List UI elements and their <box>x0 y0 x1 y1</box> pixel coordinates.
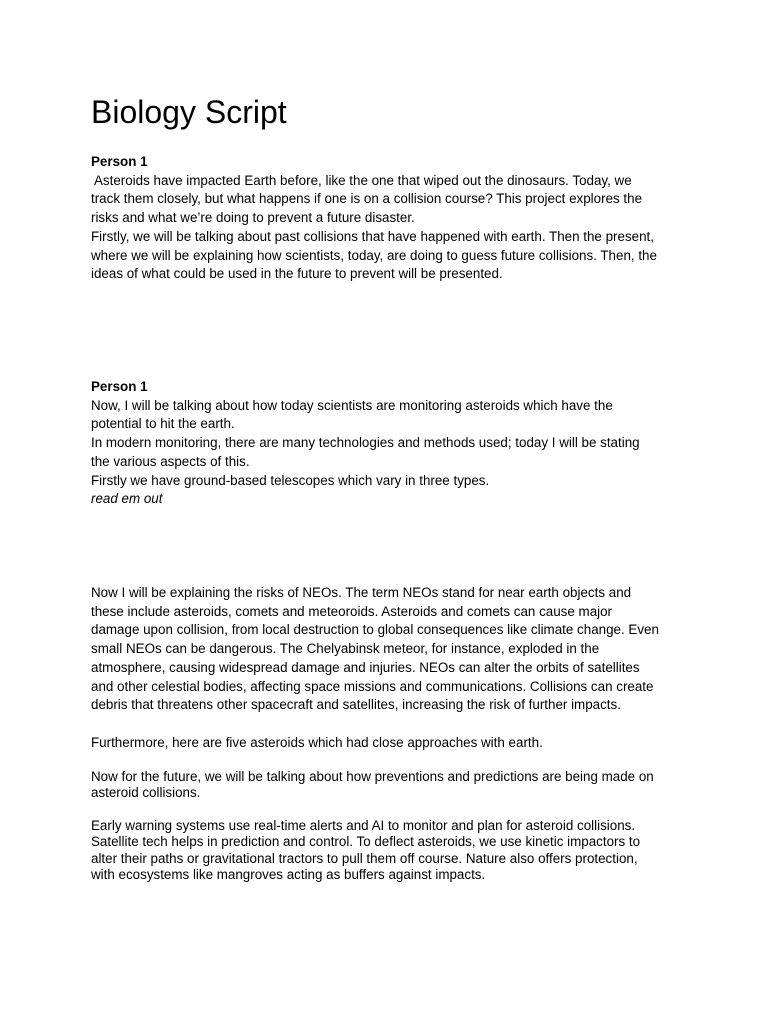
paragraph-line: Now for the future, we will be talking about how preventions and predictions are being made on <box>91 769 654 784</box>
document-title: Biology Script <box>91 94 287 130</box>
paragraph-line: Now, I will be talking about how today scientists are monitoring asteroids which have the <box>91 397 613 413</box>
paragraph-line: and other celestial bodies, affecting space missions and communications. Collisions can create <box>91 678 654 694</box>
section-prevention <box>91 818 691 883</box>
paragraph-line: these include asteroids, comets and meteoroids. Asteroids and comets can cause major <box>91 603 613 619</box>
paragraph-line: Satellite tech helps in prediction and control. To deflect asteroids, we use kinetic impactors to <box>91 834 641 850</box>
paragraph-line: debris that threatens other spacecraft and satellites, increasing the risk of further impacts. <box>91 697 621 713</box>
paragraph-line: Asteroids have impacted Earth before, like the one that wiped out the dinosaurs. Today, we <box>91 172 632 188</box>
paragraph-line: the various aspects of this. <box>91 453 250 469</box>
paragraph-line: with ecosystems like mangroves acting as buffers against impacts. <box>91 866 486 882</box>
paragraph-line: where we will be explaining how scientists, today, are doing to guess future collisions. Then, the <box>91 247 657 263</box>
section-future <box>91 769 691 802</box>
paragraph-line: Firstly we have ground-based telescopes which vary in three types. <box>91 472 490 488</box>
section-intro <box>91 153 691 284</box>
paragraph-line: atmosphere, causing widespread damage and injuries. NEOs can alter the orbits of satellites <box>91 659 640 675</box>
paragraph-line: small NEOs can be dangerous. The Chelyabinsk meteor, for instance, exploded in the <box>91 641 600 657</box>
section-close-approaches <box>91 734 691 753</box>
paragraph-line: potential to hit the earth. <box>91 416 235 432</box>
paragraph-line: Early warning systems use real-time alerts and AI to monitor and plan for asteroid collisions. <box>91 818 636 833</box>
speaker-label: Person 1 <box>91 154 148 169</box>
section-risks <box>91 584 691 715</box>
paragraph-line: damage upon collision, from local destruction to global consequences like climate change. Even <box>91 622 659 638</box>
paragraph-line: risks and what we’re doing to prevent a future disaster. <box>91 210 415 226</box>
section-monitoring <box>91 378 691 509</box>
paragraph-line: Firstly, we will be talking about past collisions that have happened with earth. Then the present, <box>91 228 654 244</box>
paragraph-line: Now I will be explaining the risks of NEOs. The term NEOs stand for near earth objects and <box>91 585 632 600</box>
paragraph-line: In modern monitoring, there are many technologies and methods used; today I will be stating <box>91 435 640 451</box>
paragraph-line: Furthermore, here are five asteroids which had close approaches with earth. <box>91 735 543 750</box>
speaker-label: Person 1 <box>91 379 148 394</box>
paragraph-line: track them closely, but what happens if one is on a collision course? This project explores the <box>91 191 643 207</box>
paragraph-line: ideas of what could be used in the future to prevent will be presented. <box>91 266 503 282</box>
paragraph-line: alter their paths or gravitational tractors to pull them off course. Nature also offers protection, <box>91 850 638 866</box>
paragraph-line: asteroid collisions. <box>91 785 201 801</box>
stage-note: read em out <box>91 491 163 507</box>
